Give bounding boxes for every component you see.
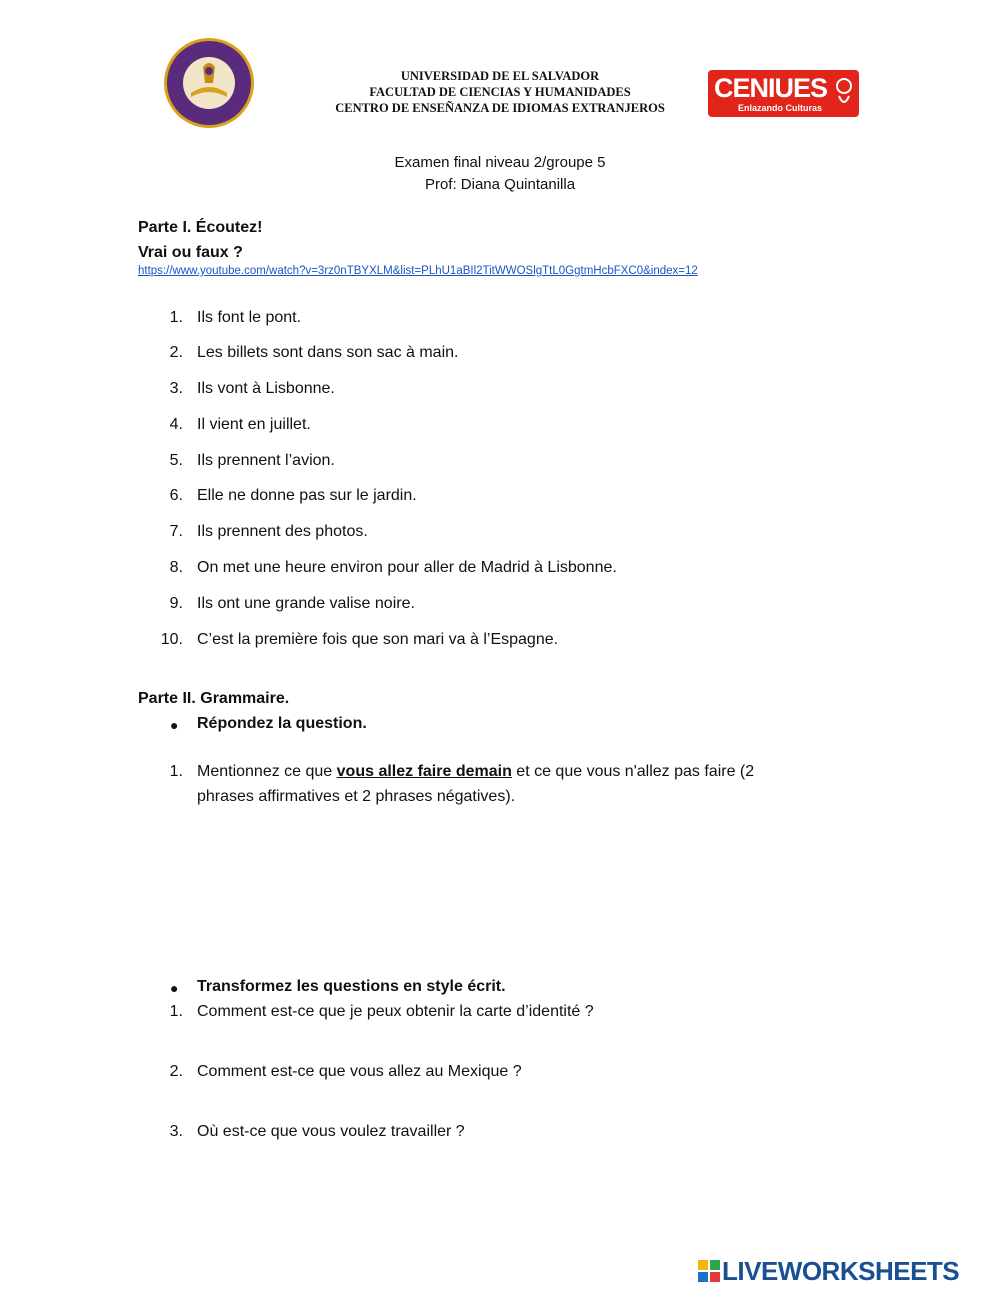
exam-info: [300, 152, 700, 196]
list-item: Il vient en juillet.: [197, 416, 311, 433]
list-item: Elle ne donne pas sur le jardin.: [197, 487, 417, 504]
item-number: 10.: [160, 631, 183, 648]
bullet-dot: ●: [170, 980, 179, 996]
ceniues-brand: CENIUES: [714, 73, 828, 103]
exam-prof: Prof: Diana Quintanilla: [424, 176, 576, 193]
list-item: Ils vont à Lisbonne.: [197, 380, 335, 397]
list-item: Ils prennent des photos.: [197, 523, 368, 540]
list-item: C’est la première fois que son mari va à l’Espagne.: [197, 631, 559, 648]
item-number: 3.: [169, 380, 183, 397]
liveworksheets-logo: [698, 1258, 998, 1284]
list-item: Ils prennent l’avion.: [197, 452, 335, 469]
question-1-line-1: [197, 763, 754, 781]
univ-line-2: FACULTAD DE CIENCIAS Y HUMANIDADES: [369, 85, 631, 99]
list-item: Comment est-ce que je peux obtenir la carte d’identité ?: [197, 1003, 594, 1020]
question-1-emphasis: vous allez faire demain: [336, 763, 512, 780]
bullet-instruction-1: Répondez la question.: [197, 715, 367, 732]
item-number: 5.: [169, 452, 183, 469]
liveworksheets-brand: LIVEWORKSHEETS: [722, 1256, 960, 1286]
list-item: Ils ont une grande valise noire.: [197, 595, 415, 612]
bullet-instruction-2: Transformez les questions en style écrit.: [197, 978, 506, 995]
ceniues-logo: [708, 70, 859, 117]
univ-line-3: CENTRO DE ENSEÑANZA DE IDIOMAS EXTRANJEROS: [335, 101, 665, 115]
item-number: 1.: [169, 763, 183, 780]
part1-heading: Parte I. Écoutez!: [138, 219, 263, 236]
part1-subheading: Vrai ou faux ?: [138, 244, 243, 261]
youtube-link[interactable]: https://www.youtube.com/watch?v=3rz0nTBYXLM&list=PLhU1aBIl2TitWWOSlgTtL0GgtmHcbFXC0&index=12: [138, 265, 698, 277]
univ-line-1: UNIVERSIDAD DE EL SALVADOR: [400, 69, 600, 83]
item-number: 7.: [169, 523, 183, 540]
ceniues-emblem-icon: [833, 76, 855, 110]
item-number: 3.: [169, 1123, 183, 1140]
ceniues-tagline: Enlazando Culturas: [738, 103, 823, 113]
exam-title: Examen final niveau 2/groupe 5: [394, 154, 606, 171]
item-number: 1.: [169, 309, 183, 326]
item-number: 2.: [169, 1063, 183, 1080]
item-number: 1.: [169, 1003, 183, 1020]
list-item: On met une heure environ pour aller de Madrid à Lisbonne.: [197, 559, 617, 576]
list-item: Les billets sont dans son sac à main.: [197, 344, 459, 361]
item-number: 8.: [169, 559, 183, 576]
part2-heading: Parte II. Grammaire.: [138, 690, 290, 707]
list-item: Comment est-ce que vous allez au Mexique ?: [197, 1063, 522, 1080]
list-item: Où est-ce que vous voulez travailler ?: [197, 1123, 465, 1140]
bullet-dot: ●: [170, 717, 179, 733]
list-item: Ils font le pont.: [197, 309, 302, 326]
item-number: 6.: [169, 487, 183, 504]
question-1-line-2: phrases affirmatives et 2 phrases négatives).: [197, 788, 516, 805]
item-number: 9.: [169, 595, 183, 612]
university-header: [300, 68, 700, 116]
item-number: 4.: [169, 416, 183, 433]
liveworksheets-icon: [698, 1260, 720, 1282]
question-1-post: et ce que vous n'allez pas faire (2: [511, 763, 755, 780]
university-seal-logo: [163, 37, 255, 129]
item-number: 2.: [169, 344, 183, 361]
question-1-pre: Mentionnez ce que: [197, 763, 337, 780]
